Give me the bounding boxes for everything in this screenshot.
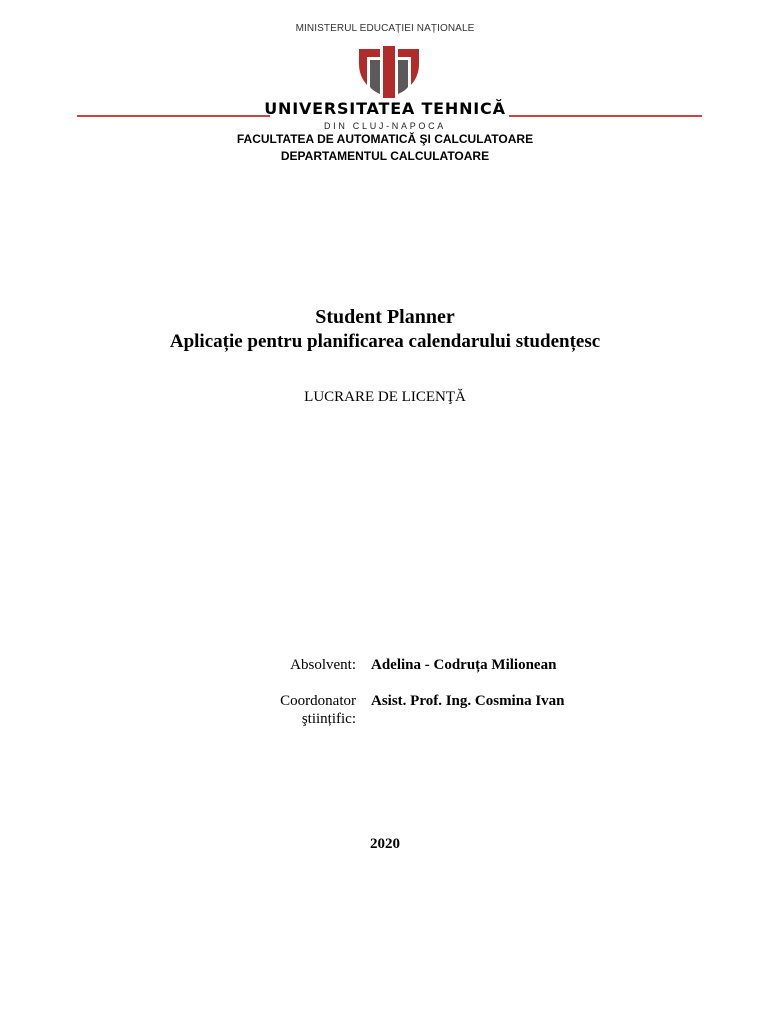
thesis-title: Student Planner [315, 306, 455, 328]
thesis-subtitle: Aplicație pentru planificarea calendarului studențesc [169, 331, 601, 352]
thesis-year: 2020 [370, 836, 400, 852]
university-name: UNIVERSITATEA TEHNICĂ [264, 99, 506, 118]
university-logo [356, 44, 422, 100]
advisor-name: Asist. Prof. Ing. Cosmina Ivan [371, 693, 565, 709]
ministry-name: MINISTERUL EDUCAȚIEI NAȚIONALE [295, 23, 475, 34]
graduate-name: Adelina - Codruța Milionean [371, 657, 557, 673]
university-subtitle: DIN CLUJ-NAPOCA [323, 121, 446, 131]
faculty-name: FACULTATEA DE AUTOMATICĂ ŞI CALCULATOARE [236, 132, 534, 146]
thesis-type: LUCRARE DE LICENŢĂ [304, 389, 466, 405]
graduate-label: Absolvent: [290, 657, 356, 673]
advisor-label-line2: ştiințific: [301, 711, 356, 727]
department-name: DEPARTAMENTUL CALCULATOARE [280, 149, 490, 163]
advisor-label-line1: Coordonator [280, 693, 356, 709]
